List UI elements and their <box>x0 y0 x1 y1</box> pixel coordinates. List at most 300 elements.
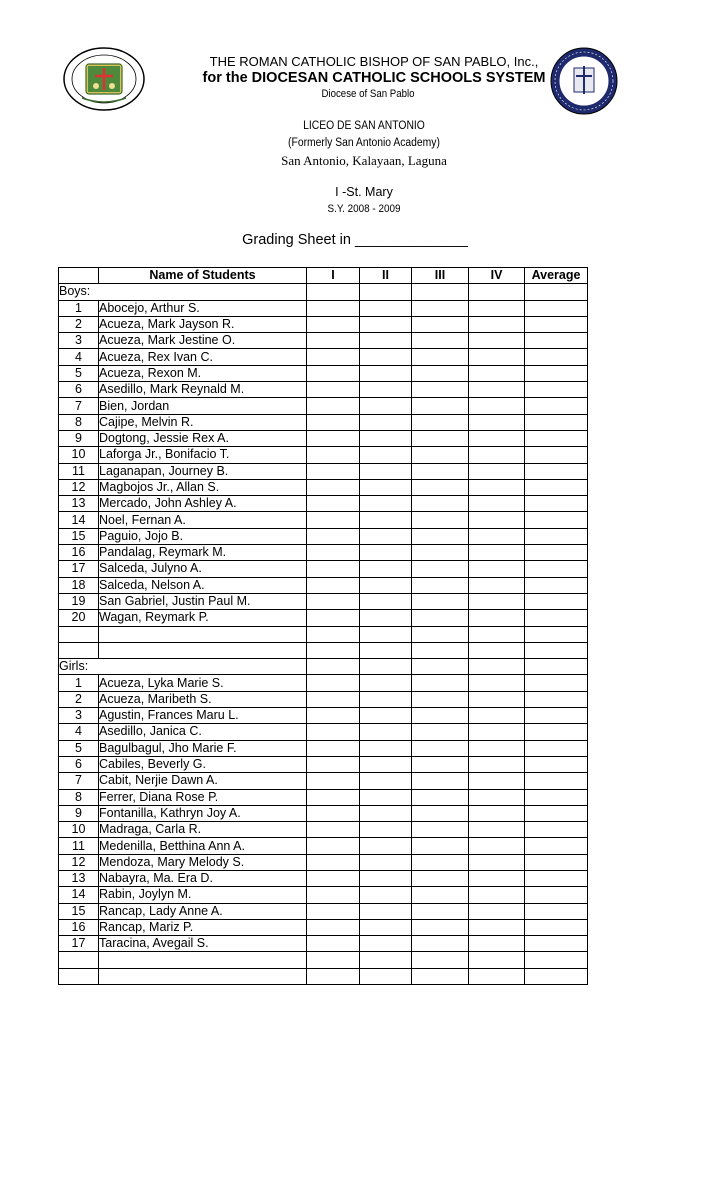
grade-cell-q3[interactable] <box>412 463 469 479</box>
grade-cell-q1[interactable] <box>307 642 360 658</box>
student-name: Asedillo, Janica C. <box>99 724 307 740</box>
student-number: 9 <box>59 805 99 821</box>
blank-number-cell <box>59 642 99 658</box>
grade-cell-average[interactable] <box>525 870 588 886</box>
grade-cell-q3[interactable] <box>412 773 469 789</box>
student-name: Acueza, Maribeth S. <box>99 691 307 707</box>
grade-cell-q4[interactable] <box>469 919 525 935</box>
grade-cell-q3[interactable] <box>412 968 469 984</box>
grade-cell-q4[interactable] <box>469 593 525 609</box>
grade-cell-q3[interactable] <box>412 333 469 349</box>
grade-cell-q1[interactable] <box>307 316 360 332</box>
grade-cell-q3[interactable] <box>412 789 469 805</box>
grade-cell-average[interactable] <box>525 887 588 903</box>
grade-cell-q3[interactable] <box>412 610 469 626</box>
student-number: 6 <box>59 756 99 772</box>
grade-cell-q2[interactable] <box>360 887 412 903</box>
grade-cell-q1[interactable] <box>307 561 360 577</box>
grade-cell-q2[interactable] <box>360 675 412 691</box>
student-row <box>59 496 588 512</box>
grade-cell-q3[interactable] <box>412 577 469 593</box>
grade-cell-q4[interactable] <box>469 952 525 968</box>
grade-cell-q3[interactable] <box>412 936 469 952</box>
grade-cell-q3[interactable] <box>412 316 469 332</box>
grade-cell-q1[interactable] <box>307 968 360 984</box>
grade-cell-q2[interactable] <box>360 577 412 593</box>
grade-cell-q1[interactable] <box>307 789 360 805</box>
grade-cell-average[interactable] <box>525 333 588 349</box>
grade-cell-average[interactable] <box>525 642 588 658</box>
grade-cell-average[interactable] <box>525 300 588 316</box>
grade-cell-q3[interactable] <box>412 870 469 886</box>
grade-cell-q1[interactable] <box>307 805 360 821</box>
grade-cell-q4[interactable] <box>469 838 525 854</box>
grade-cell-average[interactable] <box>525 447 588 463</box>
grade-cell-q2[interactable] <box>360 479 412 495</box>
student-row <box>59 593 588 609</box>
grade-cell-q3[interactable] <box>412 382 469 398</box>
grade-cell-q4[interactable] <box>469 740 525 756</box>
student-row <box>59 447 588 463</box>
grade-cell-q3[interactable] <box>412 430 469 446</box>
student-number: 13 <box>59 496 99 512</box>
grade-cell-q4[interactable] <box>469 659 525 675</box>
grade-cell-q3[interactable] <box>412 479 469 495</box>
grade-cell-q3[interactable] <box>412 740 469 756</box>
grade-cell-q2[interactable] <box>360 642 412 658</box>
grade-cell-q2[interactable] <box>360 952 412 968</box>
grade-cell-q2[interactable] <box>360 773 412 789</box>
student-row <box>59 365 588 381</box>
student-name: Abocejo, Arthur S. <box>99 300 307 316</box>
grade-cell-average[interactable] <box>525 708 588 724</box>
grade-cell-q1[interactable] <box>307 414 360 430</box>
grade-cell-q2[interactable] <box>360 968 412 984</box>
grade-cell-q2[interactable] <box>360 919 412 935</box>
col-header-average: Average <box>525 268 588 284</box>
grade-cell-q4[interactable] <box>469 300 525 316</box>
section-row <box>59 284 588 300</box>
grade-cell-average[interactable] <box>525 968 588 984</box>
student-number: 10 <box>59 447 99 463</box>
student-number: 11 <box>59 838 99 854</box>
student-row <box>59 675 588 691</box>
grade-cell-q4[interactable] <box>469 398 525 414</box>
grade-cell-average[interactable] <box>525 349 588 365</box>
grade-cell-q1[interactable] <box>307 447 360 463</box>
grade-cell-q3[interactable] <box>412 284 469 300</box>
grade-cell-q3[interactable] <box>412 528 469 544</box>
grade-cell-average[interactable] <box>525 822 588 838</box>
grade-cell-q1[interactable] <box>307 382 360 398</box>
grade-cell-q3[interactable] <box>412 496 469 512</box>
grade-cell-q4[interactable] <box>469 577 525 593</box>
blank-name-cell[interactable] <box>99 968 307 984</box>
grade-cell-average[interactable] <box>525 284 588 300</box>
grade-cell-average[interactable] <box>525 952 588 968</box>
student-name: Dogtong, Jessie Rex A. <box>99 430 307 446</box>
section-label: Boys: <box>59 284 307 300</box>
grade-cell-q2[interactable] <box>360 300 412 316</box>
grade-cell-q3[interactable] <box>412 642 469 658</box>
grade-cell-q2[interactable] <box>360 365 412 381</box>
grade-cell-q1[interactable] <box>307 593 360 609</box>
grade-cell-q3[interactable] <box>412 708 469 724</box>
student-name: Laforga Jr., Bonifacio T. <box>99 447 307 463</box>
student-name: Rancap, Lady Anne A. <box>99 903 307 919</box>
student-number: 9 <box>59 430 99 446</box>
grade-cell-q4[interactable] <box>469 561 525 577</box>
grade-cell-q1[interactable] <box>307 936 360 952</box>
grade-cell-average[interactable] <box>525 659 588 675</box>
grade-cell-q3[interactable] <box>412 447 469 463</box>
blank-row <box>59 626 588 642</box>
student-number: 16 <box>59 919 99 935</box>
grade-cell-average[interactable] <box>525 773 588 789</box>
grade-cell-q3[interactable] <box>412 398 469 414</box>
student-number: 5 <box>59 740 99 756</box>
grade-cell-q4[interactable] <box>469 936 525 952</box>
student-name: Noel, Fernan A. <box>99 512 307 528</box>
grade-cell-q2[interactable] <box>360 708 412 724</box>
grade-cell-q4[interactable] <box>469 463 525 479</box>
grade-cell-average[interactable] <box>525 496 588 512</box>
grade-cell-q4[interactable] <box>469 349 525 365</box>
grade-cell-average[interactable] <box>525 805 588 821</box>
student-number: 12 <box>59 479 99 495</box>
grade-cell-average[interactable] <box>525 691 588 707</box>
grade-cell-q1[interactable] <box>307 740 360 756</box>
grade-cell-q1[interactable] <box>307 691 360 707</box>
grade-cell-q2[interactable] <box>360 691 412 707</box>
grade-cell-q3[interactable] <box>412 349 469 365</box>
student-number: 2 <box>59 316 99 332</box>
grade-cell-q1[interactable] <box>307 398 360 414</box>
grade-cell-q4[interactable] <box>469 854 525 870</box>
grade-cell-q4[interactable] <box>469 512 525 528</box>
grade-cell-q4[interactable] <box>469 708 525 724</box>
grade-cell-q3[interactable] <box>412 838 469 854</box>
header-line-1: THE ROMAN CATHOLIC BISHOP OF SAN PABLO, Inc., <box>209 54 539 69</box>
school-year: S.Y. 2008 - 2009 <box>327 203 401 215</box>
student-number: 8 <box>59 414 99 430</box>
grade-cell-q1[interactable] <box>307 300 360 316</box>
student-number: 4 <box>59 724 99 740</box>
grade-cell-q3[interactable] <box>412 952 469 968</box>
student-row <box>59 691 588 707</box>
grade-cell-average[interactable] <box>525 724 588 740</box>
grade-cell-q2[interactable] <box>360 936 412 952</box>
grade-cell-q1[interactable] <box>307 430 360 446</box>
grade-cell-average[interactable] <box>525 398 588 414</box>
grade-cell-q2[interactable] <box>360 447 412 463</box>
grade-cell-q2[interactable] <box>360 430 412 446</box>
grade-cell-q2[interactable] <box>360 610 412 626</box>
grade-cell-q3[interactable] <box>412 854 469 870</box>
student-name: Asedillo, Mark Reynald M. <box>99 382 307 398</box>
student-name: Medenilla, Betthina Ann A. <box>99 838 307 854</box>
blank-name-cell[interactable] <box>99 952 307 968</box>
grade-cell-q1[interactable] <box>307 479 360 495</box>
grade-cell-q2[interactable] <box>360 316 412 332</box>
student-row <box>59 512 588 528</box>
grade-cell-q4[interactable] <box>469 479 525 495</box>
grade-cell-q1[interactable] <box>307 838 360 854</box>
student-number: 6 <box>59 382 99 398</box>
class-section: I -St. Mary <box>335 185 393 199</box>
grade-cell-q2[interactable] <box>360 398 412 414</box>
grade-cell-q1[interactable] <box>307 854 360 870</box>
grade-cell-q1[interactable] <box>307 659 360 675</box>
grade-cell-q2[interactable] <box>360 756 412 772</box>
grade-cell-q2[interactable] <box>360 593 412 609</box>
grade-cell-average[interactable] <box>525 512 588 528</box>
grade-cell-average[interactable] <box>525 430 588 446</box>
grade-cell-q1[interactable] <box>307 577 360 593</box>
grade-cell-q2[interactable] <box>360 789 412 805</box>
grade-cell-q4[interactable] <box>469 724 525 740</box>
grade-cell-q2[interactable] <box>360 626 412 642</box>
grade-cell-q3[interactable] <box>412 545 469 561</box>
student-number: 1 <box>59 300 99 316</box>
grade-cell-q2[interactable] <box>360 740 412 756</box>
grade-cell-average[interactable] <box>525 903 588 919</box>
student-name: Mercado, John Ashley A. <box>99 496 307 512</box>
grade-cell-q1[interactable] <box>307 724 360 740</box>
grade-cell-q2[interactable] <box>360 659 412 675</box>
grade-cell-q1[interactable] <box>307 887 360 903</box>
student-row <box>59 789 588 805</box>
grade-cell-q3[interactable] <box>412 887 469 903</box>
grade-cell-q3[interactable] <box>412 724 469 740</box>
grade-cell-q1[interactable] <box>307 822 360 838</box>
grade-cell-average[interactable] <box>525 756 588 772</box>
grade-cell-average[interactable] <box>525 479 588 495</box>
student-number: 19 <box>59 593 99 609</box>
student-number: 14 <box>59 512 99 528</box>
grade-cell-average[interactable] <box>525 610 588 626</box>
grade-cell-q4[interactable] <box>469 545 525 561</box>
grade-cell-average[interactable] <box>525 936 588 952</box>
grade-cell-q2[interactable] <box>360 561 412 577</box>
grade-cell-q3[interactable] <box>412 300 469 316</box>
grade-cell-q1[interactable] <box>307 512 360 528</box>
grade-cell-q4[interactable] <box>469 382 525 398</box>
blank-name-cell[interactable] <box>99 642 307 658</box>
grade-cell-q1[interactable] <box>307 463 360 479</box>
grade-cell-q2[interactable] <box>360 463 412 479</box>
grade-cell-q4[interactable] <box>469 316 525 332</box>
grade-cell-q3[interactable] <box>412 561 469 577</box>
grade-cell-average[interactable] <box>525 740 588 756</box>
col-header-q4: IV <box>469 268 525 284</box>
grade-cell-q4[interactable] <box>469 870 525 886</box>
student-name: Cabit, Nerjie Dawn A. <box>99 773 307 789</box>
student-row <box>59 903 588 919</box>
grade-cell-q3[interactable] <box>412 903 469 919</box>
grade-cell-q1[interactable] <box>307 870 360 886</box>
grade-cell-q4[interactable] <box>469 887 525 903</box>
grade-cell-q2[interactable] <box>360 284 412 300</box>
grade-cell-q4[interactable] <box>469 756 525 772</box>
grade-cell-average[interactable] <box>525 577 588 593</box>
grade-cell-q2[interactable] <box>360 349 412 365</box>
grade-cell-q2[interactable] <box>360 805 412 821</box>
student-row <box>59 854 588 870</box>
grade-cell-q4[interactable] <box>469 414 525 430</box>
grade-cell-q2[interactable] <box>360 528 412 544</box>
grade-cell-average[interactable] <box>525 854 588 870</box>
grade-cell-q4[interactable] <box>469 284 525 300</box>
grade-cell-q1[interactable] <box>307 528 360 544</box>
grade-cell-q4[interactable] <box>469 610 525 626</box>
grade-cell-average[interactable] <box>525 675 588 691</box>
grade-cell-q3[interactable] <box>412 919 469 935</box>
grade-cell-q3[interactable] <box>412 675 469 691</box>
student-name: Agustin, Frances Maru L. <box>99 708 307 724</box>
grade-cell-q2[interactable] <box>360 822 412 838</box>
grade-cell-q1[interactable] <box>307 919 360 935</box>
student-row <box>59 822 588 838</box>
grade-cell-q1[interactable] <box>307 708 360 724</box>
school-formerly: (Formerly San Antonio Academy) <box>288 137 440 149</box>
grade-cell-q1[interactable] <box>307 284 360 300</box>
student-name: Salceda, Julyno A. <box>99 561 307 577</box>
grade-cell-q4[interactable] <box>469 333 525 349</box>
grade-cell-average[interactable] <box>525 626 588 642</box>
student-row <box>59 300 588 316</box>
grade-cell-q1[interactable] <box>307 365 360 381</box>
grade-cell-q4[interactable] <box>469 968 525 984</box>
student-number: 3 <box>59 333 99 349</box>
student-row <box>59 936 588 952</box>
student-row <box>59 724 588 740</box>
grade-cell-q2[interactable] <box>360 414 412 430</box>
grade-cell-q3[interactable] <box>412 512 469 528</box>
student-row <box>59 430 588 446</box>
grade-cell-q2[interactable] <box>360 382 412 398</box>
col-header-q1: I <box>307 268 360 284</box>
grade-cell-q4[interactable] <box>469 365 525 381</box>
grade-cell-q3[interactable] <box>412 365 469 381</box>
grade-cell-q2[interactable] <box>360 870 412 886</box>
grade-cell-q1[interactable] <box>307 545 360 561</box>
student-name: Rancap, Mariz P. <box>99 919 307 935</box>
student-number: 10 <box>59 822 99 838</box>
student-name: Acueza, Mark Jestine O. <box>99 333 307 349</box>
grade-cell-q3[interactable] <box>412 691 469 707</box>
grade-cell-q1[interactable] <box>307 333 360 349</box>
grade-cell-q2[interactable] <box>360 724 412 740</box>
grade-cell-average[interactable] <box>525 561 588 577</box>
grade-cell-q2[interactable] <box>360 838 412 854</box>
col-header-name: Name of Students <box>99 268 307 284</box>
grade-cell-q4[interactable] <box>469 789 525 805</box>
grade-cell-q2[interactable] <box>360 333 412 349</box>
grade-cell-q3[interactable] <box>412 593 469 609</box>
grade-cell-q3[interactable] <box>412 805 469 821</box>
grade-cell-q1[interactable] <box>307 610 360 626</box>
student-row <box>59 398 588 414</box>
grade-cell-average[interactable] <box>525 593 588 609</box>
student-name: Acueza, Rexon M. <box>99 365 307 381</box>
grade-cell-q4[interactable] <box>469 773 525 789</box>
grading-table <box>58 267 588 985</box>
student-name: Cajipe, Melvin R. <box>99 414 307 430</box>
grade-cell-q2[interactable] <box>360 496 412 512</box>
col-header-q3: III <box>412 268 469 284</box>
blank-name-cell[interactable] <box>99 626 307 642</box>
grade-cell-q4[interactable] <box>469 805 525 821</box>
student-name: Magbojos Jr., Allan S. <box>99 479 307 495</box>
blank-row <box>59 968 588 984</box>
student-row <box>59 577 588 593</box>
grade-cell-q4[interactable] <box>469 430 525 446</box>
grade-cell-average[interactable] <box>525 789 588 805</box>
section-row <box>59 659 588 675</box>
grade-cell-q3[interactable] <box>412 822 469 838</box>
grade-cell-average[interactable] <box>525 414 588 430</box>
student-row <box>59 528 588 544</box>
grade-cell-q3[interactable] <box>412 626 469 642</box>
grade-cell-q4[interactable] <box>469 903 525 919</box>
grade-cell-q3[interactable] <box>412 414 469 430</box>
grade-cell-q1[interactable] <box>307 349 360 365</box>
diocesan-seal-logo <box>62 46 146 112</box>
grade-cell-q4[interactable] <box>469 675 525 691</box>
student-name: Nabayra, Ma. Era D. <box>99 870 307 886</box>
student-name: Acueza, Rex Ivan C. <box>99 349 307 365</box>
student-row <box>59 919 588 935</box>
grade-cell-q4[interactable] <box>469 822 525 838</box>
grade-cell-average[interactable] <box>525 365 588 381</box>
grade-cell-q4[interactable] <box>469 496 525 512</box>
grade-cell-average[interactable] <box>525 919 588 935</box>
grade-cell-q4[interactable] <box>469 642 525 658</box>
grade-cell-q1[interactable] <box>307 626 360 642</box>
grade-cell-q4[interactable] <box>469 528 525 544</box>
grade-cell-q1[interactable] <box>307 756 360 772</box>
grade-cell-q1[interactable] <box>307 675 360 691</box>
student-number: 15 <box>59 903 99 919</box>
blank-row <box>59 642 588 658</box>
grade-cell-q2[interactable] <box>360 854 412 870</box>
student-number: 4 <box>59 349 99 365</box>
grade-cell-q1[interactable] <box>307 903 360 919</box>
grade-cell-q4[interactable] <box>469 626 525 642</box>
grade-cell-q4[interactable] <box>469 447 525 463</box>
grade-cell-q2[interactable] <box>360 512 412 528</box>
grade-cell-average[interactable] <box>525 528 588 544</box>
grade-cell-q3[interactable] <box>412 659 469 675</box>
grade-cell-average[interactable] <box>525 545 588 561</box>
grade-cell-q1[interactable] <box>307 773 360 789</box>
student-number: 7 <box>59 398 99 414</box>
grade-cell-q4[interactable] <box>469 691 525 707</box>
grade-cell-average[interactable] <box>525 382 588 398</box>
grade-cell-q1[interactable] <box>307 496 360 512</box>
student-row <box>59 805 588 821</box>
grade-cell-q1[interactable] <box>307 952 360 968</box>
grade-cell-average[interactable] <box>525 463 588 479</box>
grade-cell-average[interactable] <box>525 838 588 854</box>
grade-cell-q3[interactable] <box>412 756 469 772</box>
student-row <box>59 545 588 561</box>
grade-cell-average[interactable] <box>525 316 588 332</box>
student-name: Laganapan, Journey B. <box>99 463 307 479</box>
grade-cell-q2[interactable] <box>360 903 412 919</box>
grade-cell-q2[interactable] <box>360 545 412 561</box>
